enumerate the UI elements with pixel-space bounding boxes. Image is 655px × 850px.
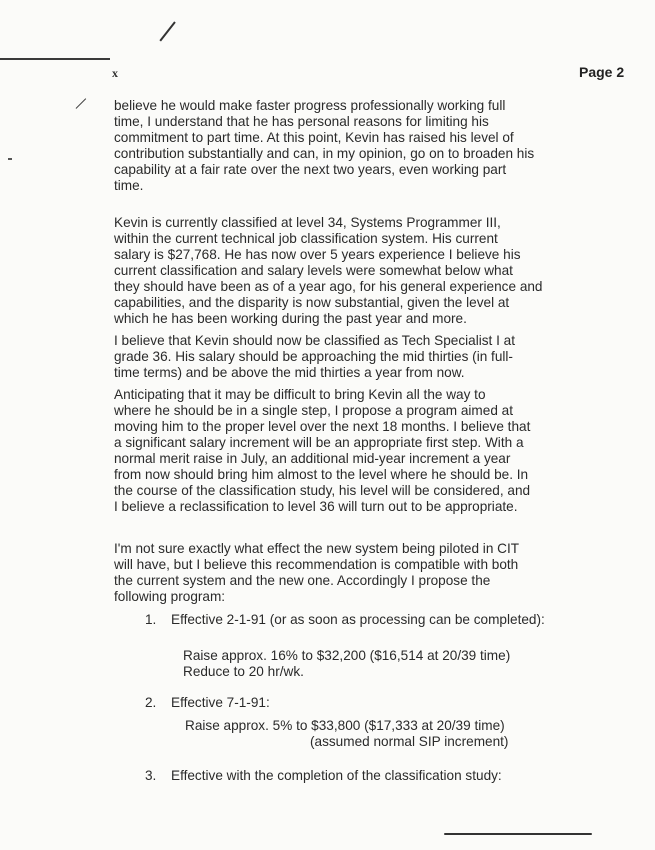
program-item-3: [145, 768, 502, 784]
text-line: capabilities, and the disparity is now substantial, given the level at: [114, 295, 510, 310]
text-line: salary is $27,768. He has now over 5 years experience I believe his: [114, 247, 521, 262]
text-line: following program:: [114, 589, 226, 604]
page-number: Page 2: [579, 64, 625, 80]
text-line: where he should be in a single step, I propose a program aimed at: [114, 403, 513, 418]
pen-stroke-mark: [159, 21, 175, 41]
text-line: which he has been working during the past year and more.: [114, 311, 467, 326]
text-line: time, I understand that he has personal reasons for limiting his: [114, 114, 489, 129]
text-line: they should have been as of a year ago, for his general experience and: [114, 279, 543, 294]
item-detail: Reduce to 20 hr/wk.: [183, 664, 304, 679]
text-line: moving him to the proper level over the next 18 months. I believe that: [114, 419, 531, 434]
paragraph-recommendation: [114, 333, 634, 381]
text-line: contribution substantially and can, in my opinion, go on to broaden his: [114, 146, 535, 161]
item-detail: Raise approx. 16% to $32,200 ($16,514 at 20/39 time): [183, 648, 511, 663]
text-line: time.: [114, 178, 144, 193]
program-item-2: [145, 695, 270, 711]
item-detail: Raise approx. 5% to $33,800 ($17,333 at 20/39 time): [185, 718, 505, 733]
item-heading: Effective 7-1-91:: [171, 695, 270, 710]
text-line: Anticipating that it may be difficult to bring Kevin all the way to: [114, 387, 486, 402]
pen-stroke-mark: [76, 98, 87, 109]
item-heading: Effective with the completion of the classification study:: [171, 768, 502, 783]
text-line: will have, but I believe this recommendation is compatible with both: [114, 557, 519, 572]
paragraph-classification: [114, 215, 634, 327]
text-line: I believe a reclassification to level 36 will turn out to be appropriate.: [114, 499, 518, 514]
text-line: capability at a fair rate over the next two years, even working part: [114, 162, 507, 177]
bottom-rule: [444, 833, 592, 835]
text-line: I'm not sure exactly what effect the new system being piloted in CIT: [114, 541, 520, 556]
margin-tick-mark: [8, 158, 12, 160]
text-line: current classification and salary levels were somewhat below what: [114, 263, 513, 278]
text-line: grade 36. His salary should be approaching the mid thirties (in full-: [114, 349, 513, 364]
item-detail: (assumed normal SIP increment): [310, 734, 509, 749]
text-line: a significant salary increment will be an appropriate first step. With a: [114, 435, 524, 450]
text-line: I believe that Kevin should now be classified as Tech Specialist I at: [114, 333, 515, 348]
item-number: 2.: [145, 695, 157, 710]
text-line: believe he would make faster progress professionally working full: [114, 98, 506, 113]
paragraph-new-system: [114, 541, 634, 605]
text-line: normal merit raise in July, an additional mid-year increment a year: [114, 451, 511, 466]
item-number: 1.: [145, 612, 157, 627]
text-line: time terms) and be above the mid thirties a year from now.: [114, 365, 465, 380]
paragraph-continuation: [114, 98, 634, 194]
margin-mark: x: [112, 66, 118, 80]
scan-edge-line: [0, 58, 110, 60]
paragraph-program-rationale: [114, 387, 634, 515]
item-heading: Effective 2-1-91 (or as soon as processing can be completed):: [171, 612, 545, 627]
text-line: the course of the classification study, his level will be considered, and: [114, 483, 531, 498]
text-line: within the current technical job classification system. His current: [114, 231, 498, 246]
text-line: from now should bring him almost to the level where he should be. In: [114, 467, 529, 482]
text-line: commitment to part time. At this point, Kevin has raised his level of: [114, 130, 514, 145]
program-item-1: [145, 612, 545, 628]
text-line: the current system and the new one. Accordingly I propose the: [114, 573, 491, 588]
text-line: Kevin is currently classified at level 34, Systems Programmer III,: [114, 215, 501, 230]
item-number: 3.: [145, 768, 157, 783]
